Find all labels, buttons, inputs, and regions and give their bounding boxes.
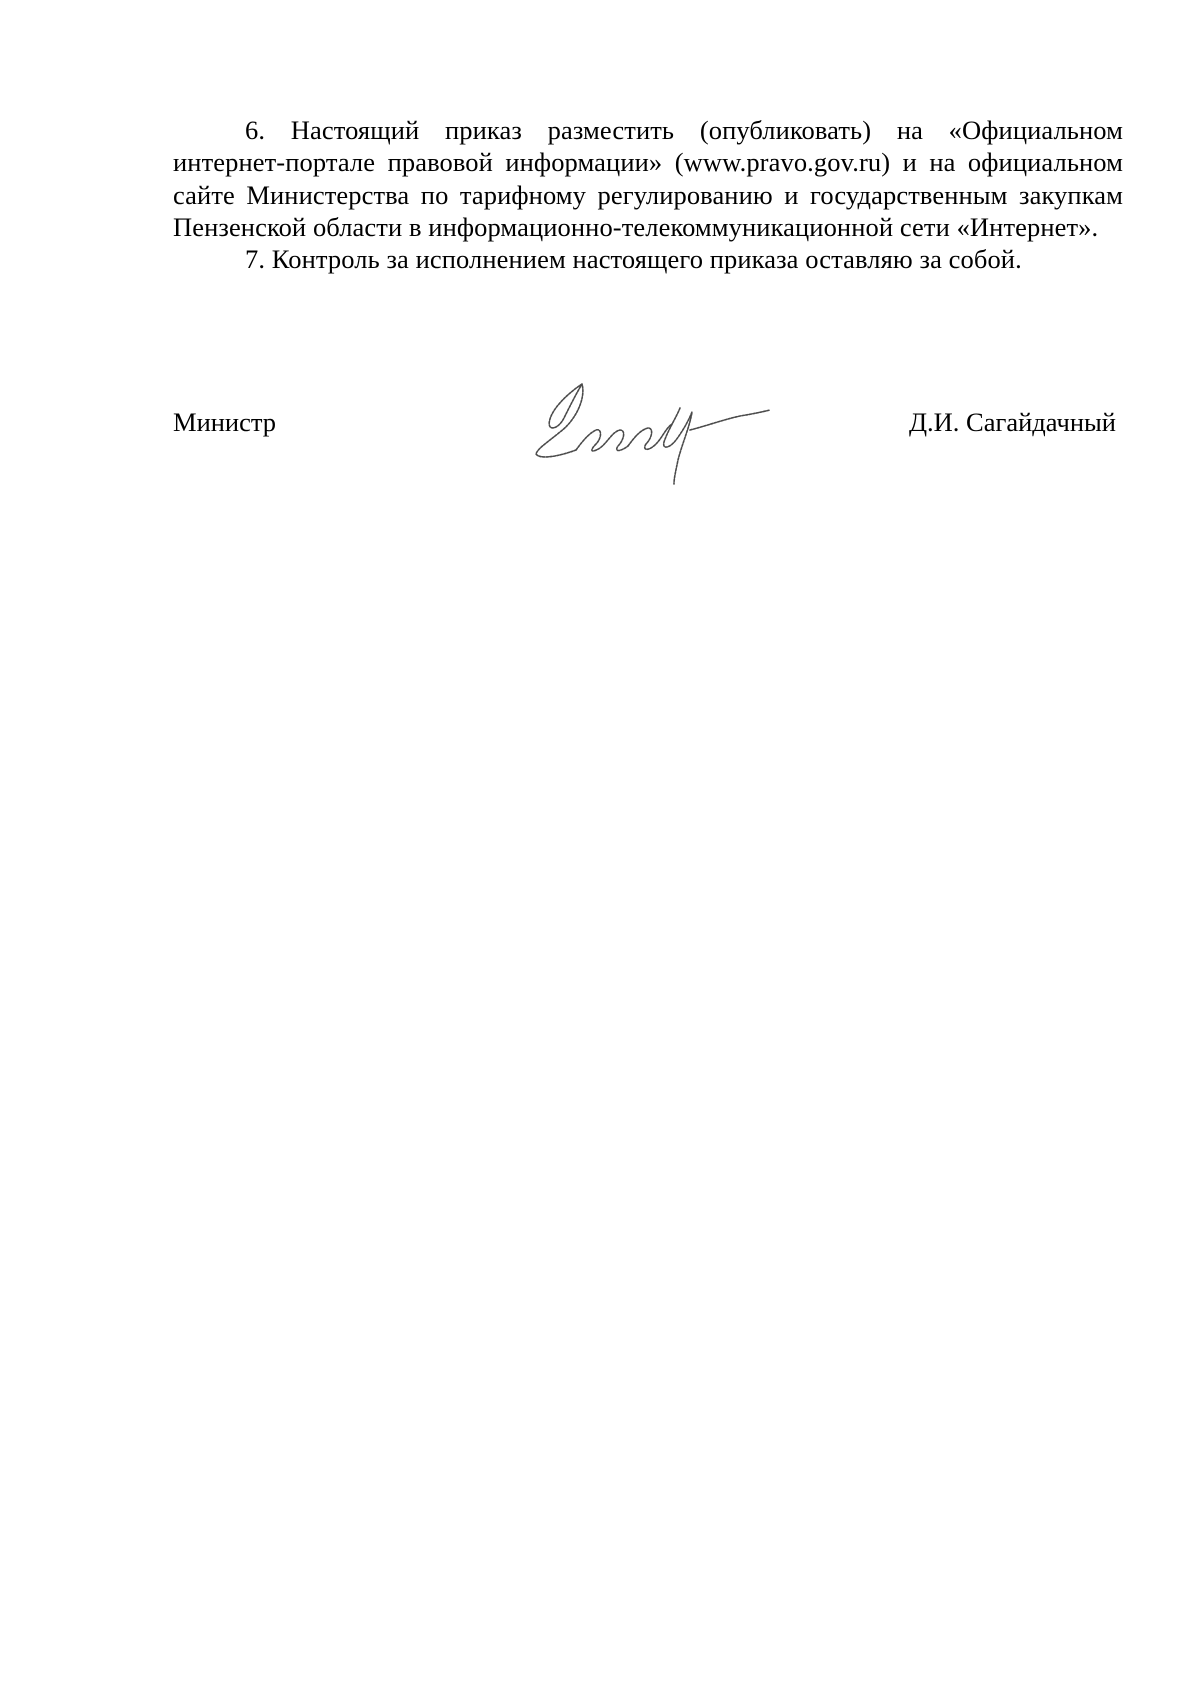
handwritten-signature bbox=[530, 364, 780, 489]
signer-name: Д.И. Сагайдачный bbox=[908, 407, 1116, 437]
paragraph-7: 7. Контроль за исполнением настоящего приказа оставляю за собой. bbox=[245, 244, 1022, 275]
document-body bbox=[173, 114, 1123, 275]
signer-position: Министр bbox=[173, 407, 277, 437]
paragraph-6: 6. Настоящий приказ разместить (опубликовать) на «Официальном интернет-портале правовой информации» (www.pravo.gov.ru) и на официальном сайте Министерства по тарифному регулированию и государственным закупкам Пензенской области в информационно-телекоммуникационной сети «Интернет». bbox=[173, 115, 1123, 242]
